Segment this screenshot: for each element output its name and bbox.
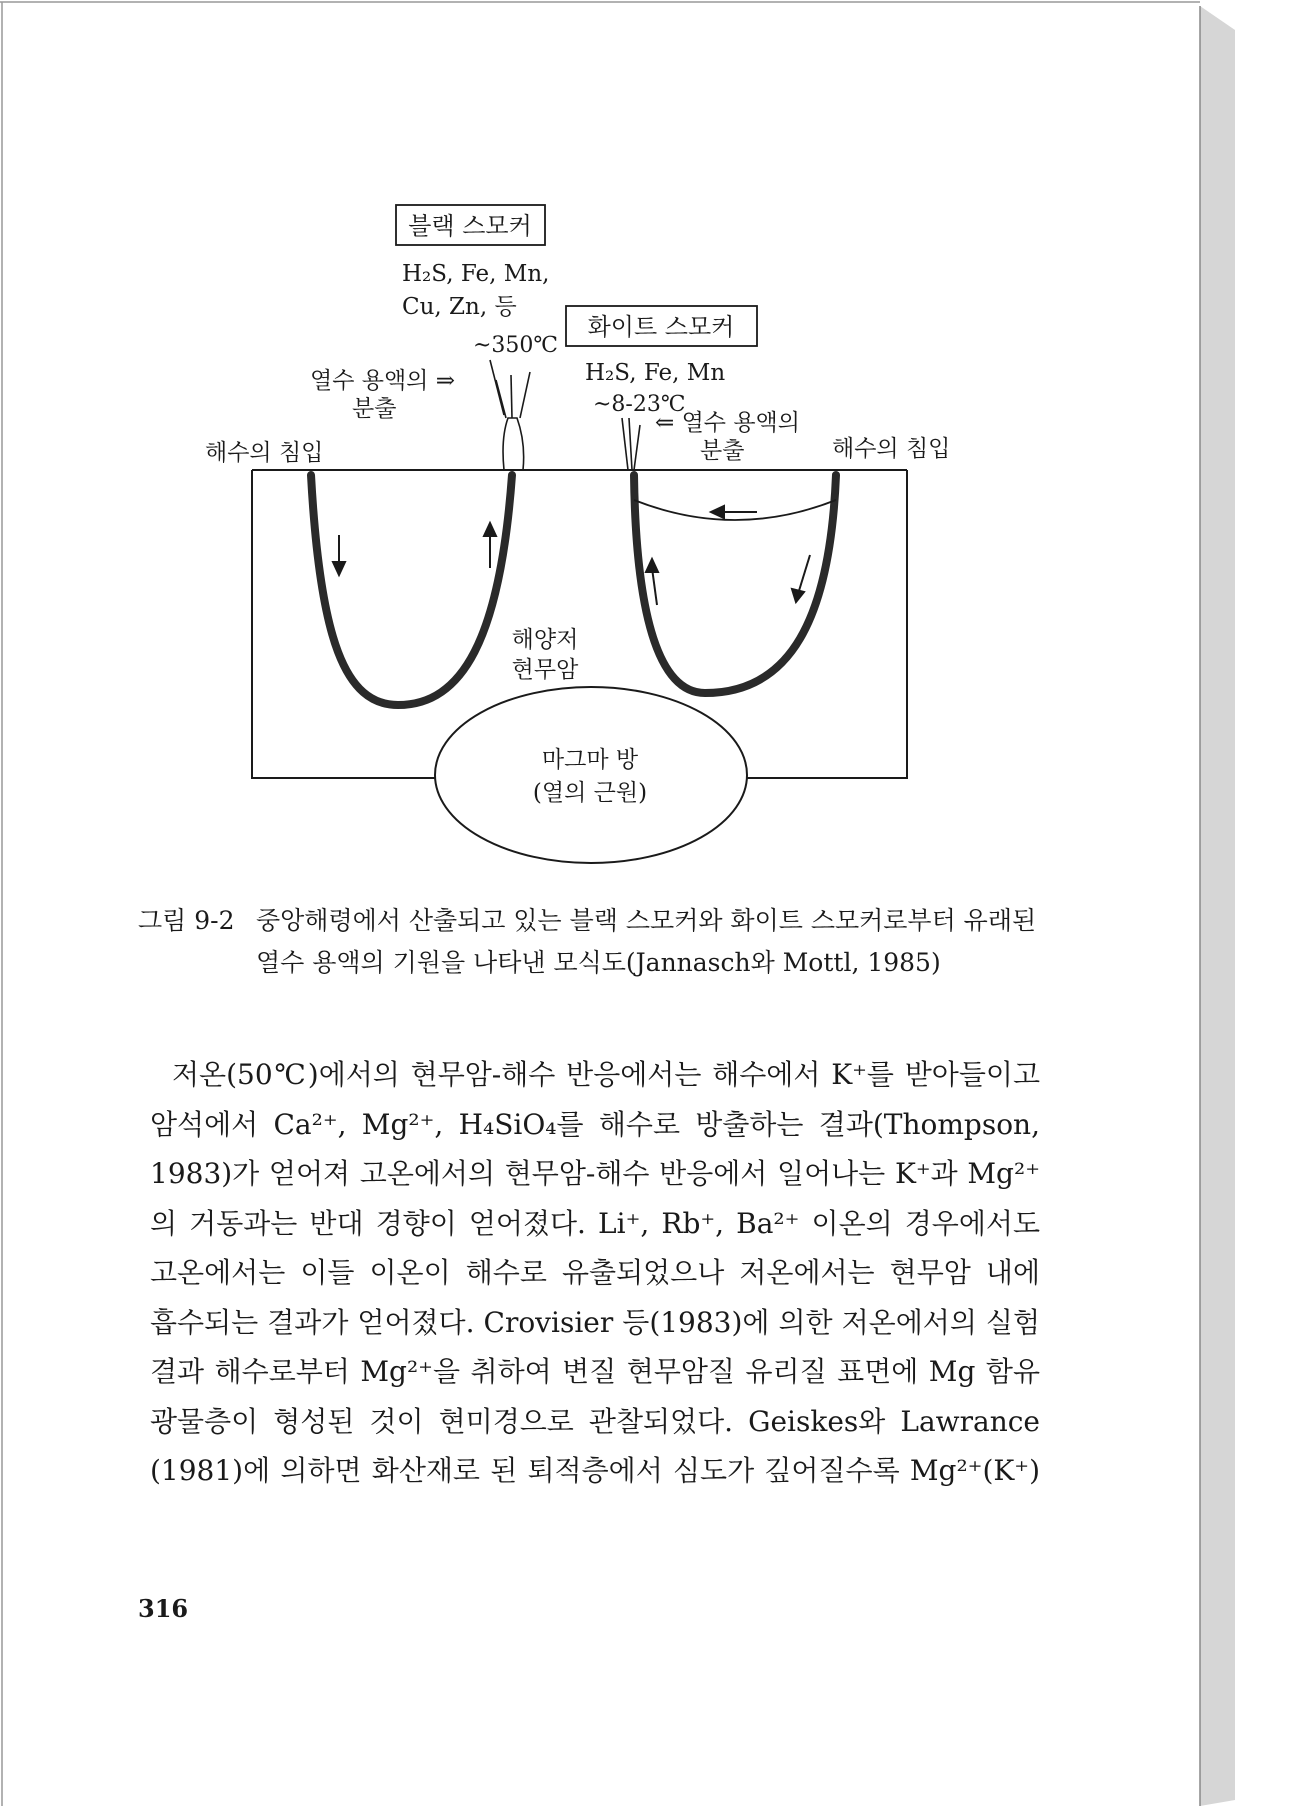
page-number: 316 <box>138 1594 189 1623</box>
body-line: 1983)가 얻어져 고온에서의 현무암-해수 반응에서 일어나는 K⁺과 Mg²⁺ <box>150 1157 1040 1190</box>
body-line: 암석에서 Ca²⁺, Mg²⁺, H₄SiO₄를 해수로 방출하는 결과(Thompson, <box>150 1107 1040 1141</box>
caption-number: 그림 9-2 <box>138 906 235 935</box>
body-line: 흡수되는 결과가 얻어졌다. Crovisier 등(1983)에 의한 저온에서의 실험 <box>150 1305 1040 1339</box>
surface-return-line <box>634 500 836 520</box>
black-smoker-outflow-1: 열수 용액의 ⇒ <box>310 368 455 394</box>
black-smoker-label: 블랙 스모커 <box>408 212 532 240</box>
magma-label-1: 마그마 방 <box>541 747 639 773</box>
body-line: 광물층이 형성된 것이 현미경으로 관찰되었다. Geiskes와 Lawrance <box>150 1404 1040 1438</box>
white-smoker-chem-1: H₂S, Fe, Mn <box>585 360 726 386</box>
white-smoker-outflow-1: ⇐ 열수 용액의 <box>655 410 800 436</box>
black-smoker-outflow-2: 분출 <box>352 396 397 422</box>
left-circulation-path <box>311 475 512 705</box>
right-circulation-path <box>634 475 836 693</box>
magma-label-2: (열의 근원) <box>532 780 648 806</box>
body-line: (1981)에 의하면 화산재로 된 퇴적층에서 심도가 깊어질수록 Mg²⁺(K⁺) <box>150 1454 1040 1487</box>
basalt-label-1: 해양저 <box>511 627 579 653</box>
seawater-intrusion-left: 해수의 침입 <box>205 440 324 466</box>
caption-line-1: 중앙해령에서 산출되고 있는 블랙 스모커와 화이트 스모커로부터 유래된 <box>256 906 1037 935</box>
seawater-intrusion-right: 해수의 침입 <box>832 436 951 462</box>
black-smoker-chem-2: Cu, Zn, 등 <box>402 294 517 320</box>
body-line: 고온에서는 이들 이온이 해수로 유출되었으나 저온에서는 현무암 내에 <box>150 1256 1040 1289</box>
body-line: 결과 해수로부터 Mg²⁺을 취하여 변질 현무암질 유리질 표면에 Mg 함유 <box>150 1355 1040 1388</box>
basalt-label-2: 현무암 <box>511 657 579 683</box>
white-smoker-outflow-2: 분출 <box>700 438 745 464</box>
white-smoker-temp: ~8-23℃ <box>593 392 686 417</box>
body-line: 저온(50℃)에서의 현무암-해수 반응에서는 해수에서 K⁺를 받아들이고 <box>172 1058 1040 1091</box>
white-smoker-label: 화이트 스모커 <box>587 313 735 341</box>
black-smoker-temp: ~350℃ <box>473 333 559 358</box>
magma-chamber <box>435 687 747 863</box>
body-text <box>150 1050 1040 1496</box>
black-smoker-chimney <box>490 360 530 470</box>
body-line: 의 거동과는 반대 경향이 얻어졌다. Li⁺, Rb⁺, Ba²⁺ 이온의 경우에서도 <box>150 1206 1040 1240</box>
figure-caption <box>138 900 1048 984</box>
black-smoker-chem-1: H₂S, Fe, Mn, <box>402 261 550 287</box>
caption-line-2: 열수 용액의 기원을 나타낸 모식도(Jannasch와 Mottl, 1985) <box>256 948 941 977</box>
white-smoker-chimney <box>622 418 640 470</box>
hydrothermal-diagram <box>0 0 1306 880</box>
